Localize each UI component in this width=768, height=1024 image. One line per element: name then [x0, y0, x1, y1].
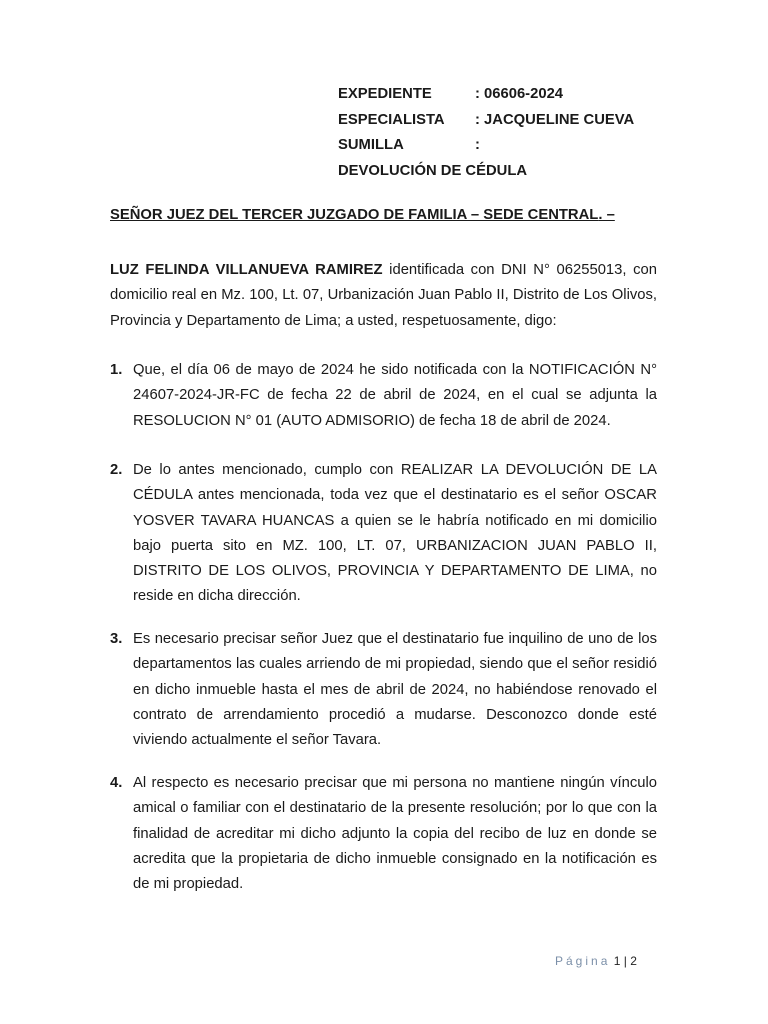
list-item [110, 627, 657, 753]
list-item-text: Que, el día 06 de mayo de 2024 he sido notificada con la NOTIFICACIÓN N° 24607-2024-JR-FC de fecha 22 de abril de 2024, en el cual se adjunta la RESOLUCION N° 01 (AUTO ADMISORIO) de fecha 18 de abril de 2024. [133, 362, 657, 429]
list-item-text: De lo antes mencionado, cumplo con REALIZAR LA DEVOLUCIÓN DE LA CÉDULA antes mencionada, toda vez que el destinatario es el señor OSCAR YOSVER TAVARA HUANCAS a quien se le habría notificado en mi domicilio bajo puerta sito en MZ. 100, LT. 07, URBANIZACION JUAN PABLO II, DISTRITO DE LOS OLIVOS, PROVINCIA Y DEPARTAMENTO DE LIMA, no reside en dicha dirección. [133, 462, 657, 605]
court-address-tail: . – [598, 207, 615, 223]
header-value: : JACQUELINE CUEVA [475, 111, 635, 128]
petitioner-name: LUZ FELINDA VILLANUEVA RAMIREZ [110, 262, 383, 278]
page-word: Página [555, 954, 611, 968]
header-label: EXPEDIENTE [338, 86, 432, 102]
header-label: ESPECIALISTA [338, 111, 445, 128]
header-value: : [475, 137, 480, 153]
intro-paragraph [110, 258, 657, 334]
intro-text: identificada con DNI N° 06255013, con domicilio real en Mz. 100, Lt. 07, Urbanización Juan Pablo II, Distrito de Los Olivos, Provincia y Departamento de Lima; a usted, respetuosamente, digo: [110, 262, 657, 329]
sumilla-text: DEVOLUCIÓN DE CÉDULA [338, 162, 528, 179]
list-item-text: Es necesario precisar señor Juez que el destinatario fue inquilino de uno de los departamentos las cuales arriendo de mi propiedad, siendo que el señor residió en dicho inmueble hasta el mes de abril de 2024, no habiéndose renovado el contrato de arrendamiento procedió a mudarse. Desconozco donde esté viviendo actualmente el señor Tavara. [133, 631, 657, 749]
page-total: 2 [630, 954, 637, 968]
list-item-number: 2. [110, 462, 123, 478]
header-row-especialista [338, 108, 634, 134]
header-row-sumilla [338, 133, 634, 159]
list-item-number: 4. [110, 775, 123, 791]
court-address-text: SEÑOR JUEZ DEL TERCER JUZGADO DE FAMILIA – SEDE CENTRAL [110, 207, 599, 223]
list-item-text: Al respecto es necesario precisar que mi persona no mantiene ningún vínculo amical o familiar con el destinatario de la presente resolución; por lo que con la finalidad de acreditar mi dicho adjunto la copia del recibo de luz en donde se acredita que la propietaria de dicho inmueble consignado en la notificación es de mi propiedad. [133, 775, 657, 893]
header-value: : 06606-2024 [475, 86, 564, 102]
list-item [110, 771, 657, 897]
header-label: SUMILLA [338, 137, 404, 153]
list-item-number: 1. [110, 362, 123, 378]
court-address [110, 207, 615, 223]
page-separator: | [623, 954, 627, 968]
header-row-expediente [338, 82, 634, 108]
list-item-number: 3. [110, 631, 123, 647]
list-item [110, 358, 657, 434]
list-item [110, 458, 657, 610]
page-number-footer [555, 954, 637, 968]
page-current: 1 [613, 954, 621, 968]
case-header [338, 82, 634, 184]
